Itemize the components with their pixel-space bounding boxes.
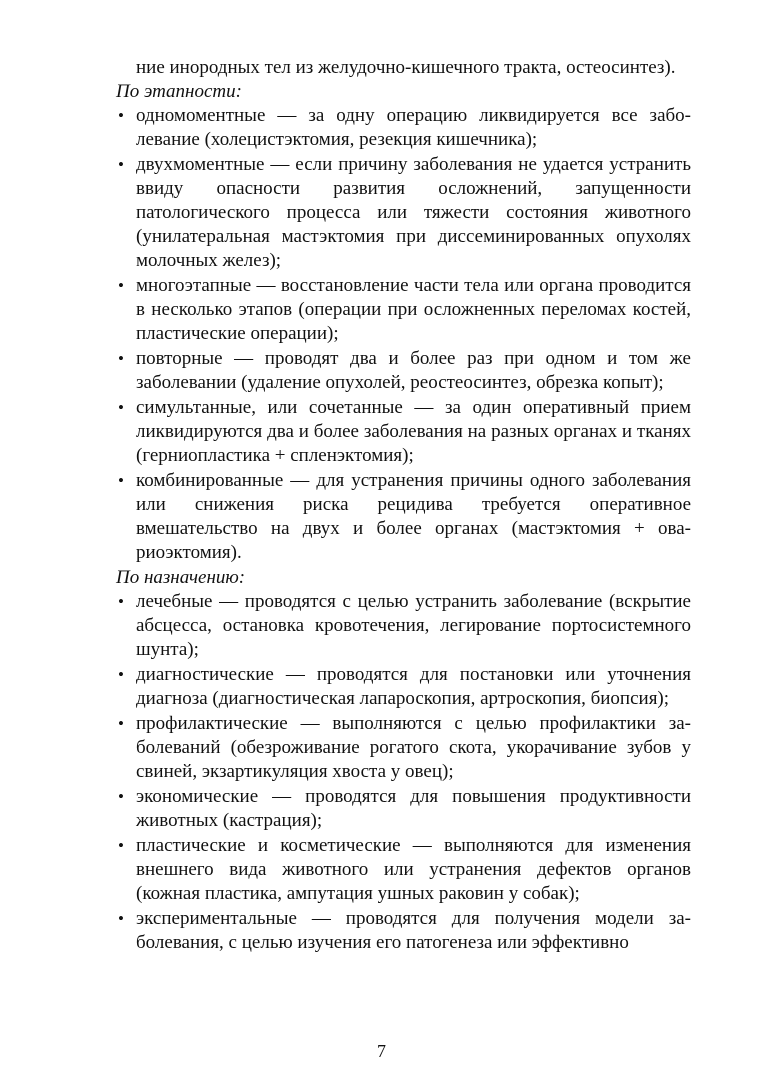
list-item <box>116 347 691 395</box>
bullet-icon: • <box>118 471 124 490</box>
list-item <box>116 274 691 346</box>
bullet-icon: • <box>118 909 124 928</box>
list-item-text: профилактические — выполняются с целью профилактики заболеваний (обезроживание рогатого скота, укорачивание зубов у свиней, экзартикуляция хвоста у овец); <box>136 713 691 782</box>
bullet-icon: • <box>118 665 124 684</box>
section-heading-purpose: По назначению: <box>116 567 246 588</box>
list-item-text: экспериментальные — проводятся для получения модели заболевания, с целью изучения его патогенеза или эффективно <box>136 908 691 953</box>
list-item <box>116 834 691 906</box>
list-item <box>116 907 691 955</box>
page-number: 7 <box>377 1041 386 1061</box>
bullet-icon: • <box>118 349 124 368</box>
list-item-text: комбинированные — для устранения причины одного заболевания или снижения риска рецидива требуется оперативное вмешательство на двух и более органах (мастэктомия + овариоэктомия). <box>136 470 691 563</box>
bullet-icon: • <box>118 714 124 733</box>
list-item-text: двухмоментные — если причину заболевания не удается устранить ввиду опасности развития осложнений, запущенности патологического процесса или тяжести состояния животного (унилатеральная мастэктомия при диссеминированных опухолях молочных желез); <box>136 154 691 271</box>
bullet-icon: • <box>118 398 124 417</box>
list-item <box>116 153 691 273</box>
list-item-text: пластические и косметические — выполняются для изменения внешнего вида животного или устранения дефектов органов (кожная пластика, ампутация ушных раковин у собак); <box>136 835 691 904</box>
list-item-text: многоэтапные — восстановление части тела или органа проводится в несколько этапов (операции при осложненных переломах костей, пластические операции); <box>136 275 691 344</box>
list-item <box>116 785 691 833</box>
bullet-icon: • <box>118 106 124 125</box>
list-item-text: лечебные — проводятся с целью устранить заболевание (вскрытие абсцесса, остановка кровотечения, легирование портосистемного шунта); <box>136 591 691 660</box>
list-item <box>116 469 691 565</box>
list-item-text: повторные — проводят два и более раз при одном и том же заболевании (удаление опухолей, реостеосинтез, обрезка копыт); <box>136 348 691 393</box>
intro-paragraph: ние инородных тел из желудочно-кишечного тракта, остеосинтез). <box>136 57 676 78</box>
bullet-icon: • <box>118 787 124 806</box>
section-heading-staging: По этапности: <box>116 81 242 102</box>
bullet-icon: • <box>118 836 124 855</box>
list-item-text: одномоментные — за одну операцию ликвидируется все заболевание (холецистэктомия, резекция кишечника); <box>136 105 691 150</box>
bullet-icon: • <box>118 592 124 611</box>
list-item-text: экономические — проводятся для повышения продуктивности животных (кастрация); <box>136 786 691 831</box>
list-item <box>116 712 691 784</box>
list-item <box>116 104 691 152</box>
bullet-icon: • <box>118 155 124 174</box>
list-item <box>116 663 691 711</box>
bullet-icon: • <box>118 276 124 295</box>
staging-list <box>116 104 691 565</box>
list-item-text: симультанные, или сочетанные — за один оперативный прием ликвидируются два и более заболевания на разных органах и тканях (герниопластика + спленэктомия); <box>136 397 691 466</box>
list-item <box>116 590 691 662</box>
list-item <box>116 396 691 468</box>
purpose-list <box>116 590 691 955</box>
list-item-text: диагностические — проводятся для постановки или уточнения диагноза (диагностическая лапароскопия, артроскопия, биопсия); <box>136 664 691 709</box>
page-body <box>116 56 691 956</box>
